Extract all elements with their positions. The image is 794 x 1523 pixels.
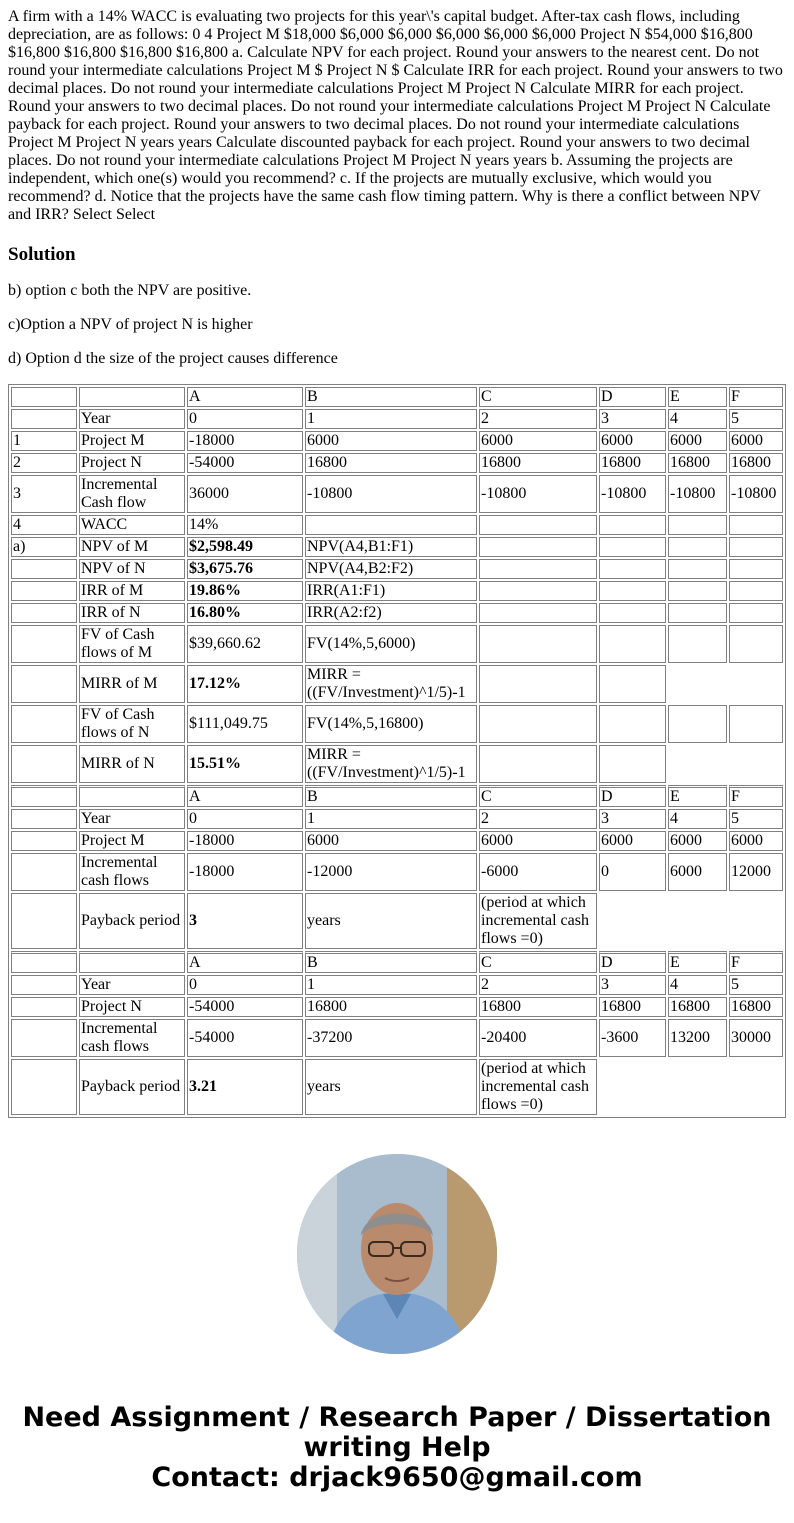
table-cell: years — [305, 893, 477, 949]
table-cell — [668, 581, 727, 601]
table-cell: Project M — [79, 831, 185, 851]
table-cell: 16800 — [668, 453, 727, 473]
table-cell: 4 — [668, 975, 727, 995]
table-cell: Project N — [79, 997, 185, 1017]
table-cell: 3 — [599, 809, 666, 829]
table-cell: F — [729, 785, 783, 807]
table-cell: NPV of N — [79, 559, 185, 579]
footer-contact-text — [0, 1403, 794, 1493]
table-cell — [11, 745, 77, 783]
table-cell — [729, 745, 783, 783]
table-cell: 16800 — [729, 453, 783, 473]
question-text: A firm with a 14% WACC is evaluating two projects for this year\'s capital budget. After-tax cash flows, including depreciation, are as follows: 0 4 Project M $18,000 $6,000 $6,000 $6,000 $6,000 $6,000 Project N $54,000 $16,800 $16,800 $16,800 $16,800 $16,800 a. Calculate NPV for each project. Round your answers to the nearest cent. Do not round your intermediate calculations Project M $ Project N $ Calculate IRR for each project. Round your answers to two decimal places. Do not round your intermediate calculations Project M Project N Calculate MIRR for each project. Round your answers to two decimal places. Do not round your intermediate calculations Project M Project N Calculate payback for each project. Round your answers to two decimal places. Do not round your intermediate calculations Project M Project N years years Calculate discounted payback for each project. Round your answers to two decimal places. Do not round your intermediate calculations Project M Project N years years b. Assuming the projects are independent, which one(s) would you recommend? c. If the projects are mutually exclusive, which would you recommend? d. Notice that the projects have the same cash flow timing pattern. Why is there a conflict between NPV and IRR? Select Select — [8, 8, 783, 223]
table-row — [11, 581, 783, 601]
table-cell: 6000 — [668, 853, 727, 891]
table-cell: WACC — [79, 515, 185, 535]
solution-heading: Solution — [8, 244, 76, 265]
table-cell: F — [729, 951, 783, 973]
table-cell: 30000 — [729, 1019, 783, 1057]
table-row — [11, 537, 783, 557]
table-cell: E — [668, 387, 727, 407]
table-cell — [668, 559, 727, 579]
footer-line-1: Need Assignment / Research Paper / Dissertation — [22, 1402, 772, 1433]
table-cell: -10800 — [479, 475, 597, 513]
bold-value: 16.80% — [189, 604, 241, 621]
table-cell — [187, 581, 303, 601]
table-cell — [729, 893, 783, 949]
table-cell — [729, 603, 783, 623]
table-cell — [479, 625, 597, 663]
table-cell: A — [187, 951, 303, 973]
table-cell — [599, 893, 666, 949]
table-cell: 6000 — [668, 431, 727, 451]
table-cell: 5 — [729, 809, 783, 829]
table-cell: 16800 — [599, 997, 666, 1017]
avatar — [297, 1154, 497, 1354]
table-cell: 4 — [11, 515, 77, 535]
table-cell — [187, 893, 303, 949]
table-cell: Incremental cash flows — [79, 853, 185, 891]
table-cell: -18000 — [187, 431, 303, 451]
table-cell — [729, 559, 783, 579]
table-cell: 6000 — [479, 431, 597, 451]
table-cell — [11, 387, 77, 407]
table-cell: D — [599, 951, 666, 973]
answer-d: d) Option d the size of the project causes difference — [8, 350, 338, 367]
table-cell: IRR of M — [79, 581, 185, 601]
table-cell: -10800 — [599, 475, 666, 513]
table-cell: 6000 — [599, 431, 666, 451]
table-cell: 6000 — [729, 431, 783, 451]
table-cell — [729, 625, 783, 663]
person-portrait-icon — [297, 1154, 497, 1354]
table-cell: 2 — [479, 409, 597, 429]
table-cell — [11, 1019, 77, 1057]
bold-value: $3,675.76 — [189, 560, 253, 577]
table-cell: 36000 — [187, 475, 303, 513]
table-cell: 6000 — [599, 831, 666, 851]
table-cell: IRR(A1:F1) — [305, 581, 477, 601]
table-cell — [729, 581, 783, 601]
table-cell: 0 — [187, 809, 303, 829]
bold-value: 15.51% — [189, 755, 241, 772]
table-row — [11, 853, 783, 891]
table-cell: 6000 — [668, 831, 727, 851]
table-cell: -6000 — [479, 853, 597, 891]
table-cell: -37200 — [305, 1019, 477, 1057]
table-cell: a) — [11, 537, 77, 557]
table-cell — [187, 1059, 303, 1115]
table-row — [11, 559, 783, 579]
table-cell — [11, 409, 77, 429]
bold-value: $2,598.49 — [189, 538, 253, 555]
table-cell: (period at which incremental cash flows =0) — [479, 1059, 597, 1115]
table-row — [11, 975, 783, 995]
table-cell — [668, 893, 727, 949]
table-row — [11, 745, 783, 783]
table-row — [11, 475, 783, 513]
table-cell: -54000 — [187, 997, 303, 1017]
footer — [0, 1122, 794, 1523]
table-cell — [187, 559, 303, 579]
table-cell — [305, 515, 477, 535]
table-cell — [11, 831, 77, 851]
table-cell: B — [305, 387, 477, 407]
table-cell: 5 — [729, 409, 783, 429]
table-cell: 14% — [187, 515, 303, 535]
table-cell: MIRR of N — [79, 745, 185, 783]
table-cell — [668, 665, 727, 703]
table-cell: 16800 — [305, 997, 477, 1017]
table-cell: MIRR of M — [79, 665, 185, 703]
table-cell: D — [599, 785, 666, 807]
table-cell — [668, 1059, 727, 1115]
table-cell — [11, 625, 77, 663]
table-row — [11, 1019, 783, 1057]
table-cell: MIRR = ((FV/Investment)^1/5)-1 — [305, 745, 477, 783]
table-cell: 16800 — [479, 453, 597, 473]
table-cell: Year — [79, 975, 185, 995]
table-cell: C — [479, 387, 597, 407]
table-row — [11, 705, 783, 743]
bold-value: 3 — [189, 912, 197, 929]
table-cell: Incremental Cash flow — [79, 475, 185, 513]
table-row — [11, 603, 783, 623]
table-cell — [479, 559, 597, 579]
table-cell: FV of Cash flows of M — [79, 625, 185, 663]
table-cell: NPV(A4,B1:F1) — [305, 537, 477, 557]
table-cell: IRR of N — [79, 603, 185, 623]
table-cell — [79, 387, 185, 407]
table-cell — [599, 537, 666, 557]
table-cell: Project N — [79, 453, 185, 473]
table-cell — [729, 515, 783, 535]
table-cell: 6000 — [305, 431, 477, 451]
table-cell: 2 — [11, 453, 77, 473]
table-cell — [729, 537, 783, 557]
table-cell — [187, 745, 303, 783]
table-row — [11, 785, 783, 807]
table-cell — [668, 603, 727, 623]
answer-c: c)Option a NPV of project N is higher — [8, 316, 253, 333]
table-cell: -10800 — [729, 475, 783, 513]
table-cell: 6000 — [305, 831, 477, 851]
table-cell — [11, 559, 77, 579]
table-cell: D — [599, 387, 666, 407]
table-cell — [668, 515, 727, 535]
table-cell: 3 — [11, 475, 77, 513]
bold-value: 3.21 — [189, 1078, 217, 1095]
table-cell: -10800 — [668, 475, 727, 513]
table-cell: 16800 — [479, 997, 597, 1017]
table-cell: B — [305, 785, 477, 807]
table-cell: FV(14%,5,6000) — [305, 625, 477, 663]
table-cell: Payback period — [79, 1059, 185, 1115]
table-cell: NPV(A4,B2:F2) — [305, 559, 477, 579]
table-cell — [11, 809, 77, 829]
table-cell: FV(14%,5,16800) — [305, 705, 477, 743]
table-cell — [11, 997, 77, 1017]
table-cell — [479, 581, 597, 601]
table-cell: C — [479, 951, 597, 973]
table-cell — [11, 893, 77, 949]
table-cell — [11, 705, 77, 743]
table-cell — [187, 603, 303, 623]
table-cell: -18000 — [187, 853, 303, 891]
table-cell: Year — [79, 809, 185, 829]
table-cell — [11, 665, 77, 703]
table-cell — [479, 603, 597, 623]
table-cell: E — [668, 785, 727, 807]
table-cell — [729, 665, 783, 703]
table-cell: A — [187, 387, 303, 407]
table-row — [11, 893, 783, 949]
table-cell: 6000 — [729, 831, 783, 851]
table-cell: 1 — [305, 809, 477, 829]
table-cell: -18000 — [187, 831, 303, 851]
table-cell: F — [729, 387, 783, 407]
table-cell — [79, 785, 185, 807]
table-cell: 3 — [599, 975, 666, 995]
table-cell: C — [479, 785, 597, 807]
table-cell — [668, 625, 727, 663]
table-row — [11, 431, 783, 451]
table-cell — [11, 951, 77, 973]
table-cell: 2 — [479, 975, 597, 995]
table-row — [11, 453, 783, 473]
table-row — [11, 831, 783, 851]
table-row — [11, 665, 783, 703]
table-cell — [11, 1059, 77, 1115]
table-cell: 2 — [479, 809, 597, 829]
table-row — [11, 1059, 783, 1115]
table-cell — [479, 705, 597, 743]
table-cell — [479, 745, 597, 783]
table-cell: -20400 — [479, 1019, 597, 1057]
table-cell: Year — [79, 409, 185, 429]
table-cell — [599, 559, 666, 579]
table-cell — [479, 537, 597, 557]
table-cell — [599, 705, 666, 743]
table-cell — [599, 581, 666, 601]
table-cell: 1 — [11, 431, 77, 451]
table-cell — [79, 951, 185, 973]
table-cell: 12000 — [729, 853, 783, 891]
table-cell: 16800 — [668, 997, 727, 1017]
table-cell: $39,660.62 — [187, 625, 303, 663]
table-row — [11, 997, 783, 1017]
table-cell — [187, 537, 303, 557]
table-cell: A — [187, 785, 303, 807]
table-cell: NPV of M — [79, 537, 185, 557]
table-cell: MIRR = ((FV/Investment)^1/5)-1 — [305, 665, 477, 703]
table-cell — [599, 603, 666, 623]
table-cell — [599, 515, 666, 535]
table-cell — [11, 581, 77, 601]
table-row — [11, 951, 783, 973]
table-cell: 4 — [668, 809, 727, 829]
table-cell: 16800 — [729, 997, 783, 1017]
table-cell: FV of Cash flows of N — [79, 705, 185, 743]
table-row — [11, 515, 783, 535]
table-cell: 0 — [187, 409, 303, 429]
table-cell — [187, 665, 303, 703]
table-cell: -12000 — [305, 853, 477, 891]
table-cell — [11, 853, 77, 891]
table-cell: Payback period — [79, 893, 185, 949]
table-row — [11, 809, 783, 829]
table-cell: 5 — [729, 975, 783, 995]
table-cell — [11, 785, 77, 807]
table-cell: -10800 — [305, 475, 477, 513]
table-row — [11, 625, 783, 663]
table-cell: 3 — [599, 409, 666, 429]
table-cell — [599, 1059, 666, 1115]
bold-value: 19.86% — [189, 582, 241, 599]
table-cell: B — [305, 951, 477, 973]
table-cell — [668, 705, 727, 743]
table-cell — [729, 1059, 783, 1115]
table-cell: -3600 — [599, 1019, 666, 1057]
table-cell: 16800 — [305, 453, 477, 473]
table-cell — [599, 665, 666, 703]
table-cell: E — [668, 951, 727, 973]
table-cell: 6000 — [479, 831, 597, 851]
table-cell: 13200 — [668, 1019, 727, 1057]
table-cell — [599, 745, 666, 783]
table-cell — [11, 975, 77, 995]
answer-b: b) option c both the NPV are positive. — [8, 282, 252, 299]
table-cell: 0 — [599, 853, 666, 891]
solution-table — [8, 384, 786, 1118]
table-cell: 1 — [305, 975, 477, 995]
bold-value: 17.12% — [189, 675, 241, 692]
table-cell: IRR(A2:f2) — [305, 603, 477, 623]
table-cell: 0 — [187, 975, 303, 995]
table-cell: (period at which incremental cash flows =0) — [479, 893, 597, 949]
table-cell: -54000 — [187, 1019, 303, 1057]
table-row — [11, 409, 783, 429]
table-cell: 16800 — [599, 453, 666, 473]
table-cell — [668, 745, 727, 783]
document-content — [8, 0, 786, 1122]
footer-line-3: Contact: drjack9650@gmail.com — [151, 1462, 643, 1493]
table-cell — [599, 625, 666, 663]
table-cell — [479, 515, 597, 535]
table-cell — [479, 665, 597, 703]
table-cell: -54000 — [187, 453, 303, 473]
table-row — [11, 387, 783, 407]
table-cell — [11, 603, 77, 623]
table-cell: Incremental cash flows — [79, 1019, 185, 1057]
table-cell: years — [305, 1059, 477, 1115]
table-cell — [668, 537, 727, 557]
table-cell: 4 — [668, 409, 727, 429]
table-cell — [729, 705, 783, 743]
table-cell: 1 — [305, 409, 477, 429]
footer-line-2: writing Help — [303, 1432, 491, 1463]
table-cell: Project M — [79, 431, 185, 451]
table-cell: $111,049.75 — [187, 705, 303, 743]
